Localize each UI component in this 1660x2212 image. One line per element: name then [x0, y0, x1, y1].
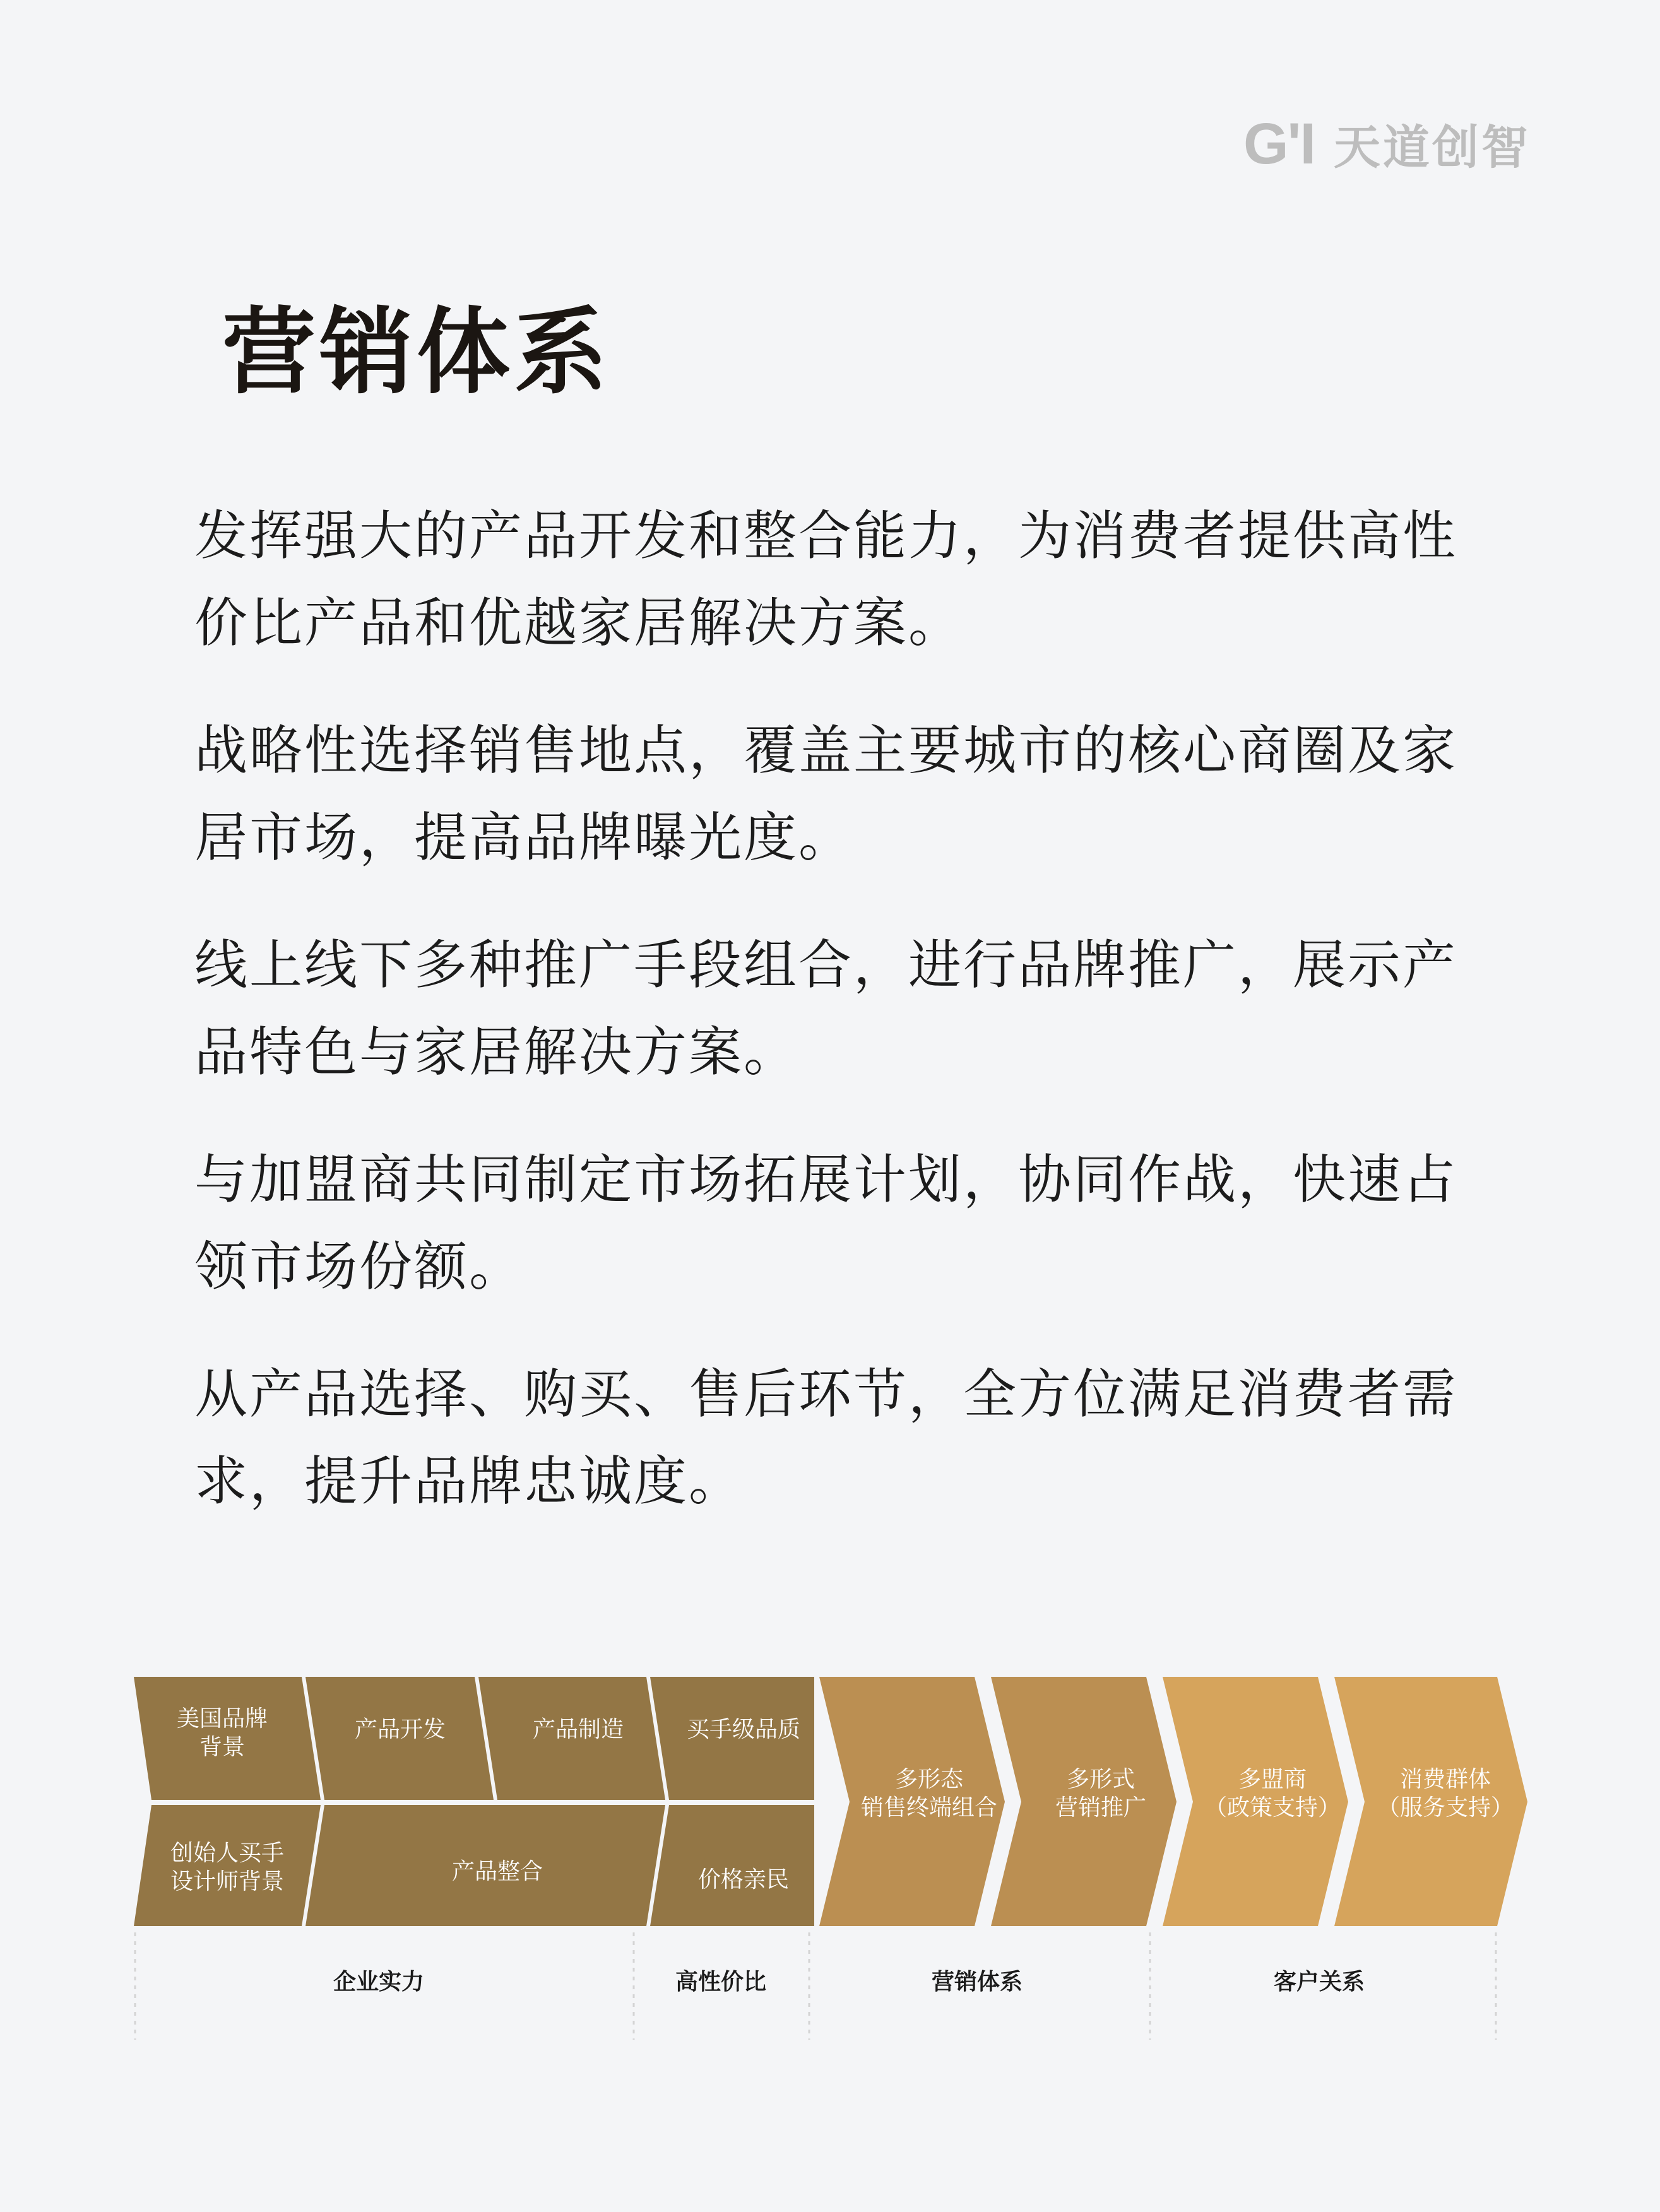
paragraph-3: 线上线下多种推广手段组合，进行品牌推广，展示产品特色与家居解决方案。: [194, 934, 1458, 1083]
label-price: 价格亲民: [697, 1867, 790, 1893]
label-multi-terminal-1: 多形态: [894, 1766, 964, 1792]
label-founder-bg-2: 设计师背景: [170, 1869, 285, 1895]
label-multi-promo-2: 营销推广: [1055, 1795, 1147, 1821]
label-consumers-2: （服务支持）: [1377, 1795, 1514, 1821]
category-customer-relations: 客户关系: [1273, 1968, 1365, 1995]
label-multi-terminal-2: 销售终端组合: [860, 1795, 998, 1821]
paragraph-2: 战略性选择销售地点，覆盖主要城市的核心商圈及家居市场，提高品牌曝光度。: [194, 719, 1458, 868]
block-affordable-price: [650, 1805, 814, 1926]
label-product-mfg: 产品制造: [532, 1717, 624, 1742]
brand-logo: [1243, 110, 1531, 177]
label-product-dev: 产品开发: [354, 1717, 446, 1742]
category-cost-performance: 高性价比: [675, 1968, 767, 1995]
page-title: 营销体系: [222, 298, 611, 406]
paragraph-4: 与加盟商共同制定市场拓展计划，协同作战，快速占领市场份额。: [194, 1149, 1458, 1298]
label-franchise-1: 多盟商: [1238, 1766, 1307, 1792]
paragraph-1: 发挥强大的产品开发和整合能力，为消费者提供高性价比产品和优越家居解决方案。: [194, 505, 1458, 654]
logo-name: 天道创智: [1334, 121, 1531, 175]
label-brand-bg-2: 背景: [199, 1734, 246, 1760]
label-franchise-2: （政策支持）: [1204, 1795, 1341, 1821]
body-paragraphs: [194, 492, 1482, 1565]
label-buyer-quality: 买手级品质: [686, 1717, 801, 1742]
category-enterprise-strength: 企业实力: [333, 1968, 425, 1995]
category-marketing-system: 营销体系: [931, 1968, 1023, 1995]
label-founder-bg-1: 创始人买手: [170, 1840, 285, 1866]
label-multi-promo-1: 多形式: [1066, 1766, 1135, 1792]
label-brand-bg-1: 美国品牌: [176, 1706, 268, 1732]
label-integration: 产品整合: [451, 1859, 543, 1884]
label-consumers-1: 消费群体: [1399, 1766, 1491, 1792]
paragraph-5: 从产品选择、购买、售后环节，全方位满足消费者需求，提升品牌忠诚度。: [194, 1363, 1458, 1512]
logo-mark: G'I: [1243, 111, 1315, 176]
